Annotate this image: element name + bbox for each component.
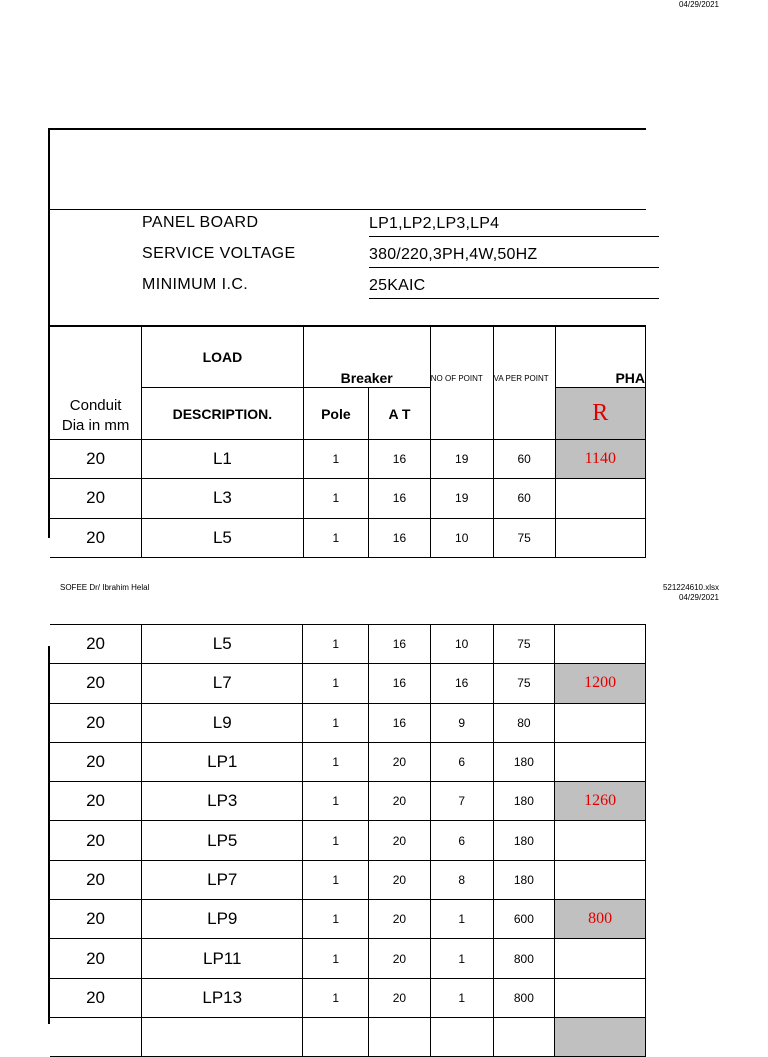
pole-cell: 1: [303, 703, 369, 742]
at-cell: 16: [369, 625, 431, 664]
no-of-point-cell: [430, 1017, 493, 1056]
at-cell: 16: [369, 703, 431, 742]
pole-cell: 1: [303, 939, 369, 978]
description-cell: LP1: [142, 742, 303, 781]
phase-header: PHA: [555, 327, 645, 388]
va-per-point-header: VA PER POINT: [493, 327, 555, 440]
at-cell: 20: [369, 742, 431, 781]
description-cell: L1: [142, 440, 303, 479]
conduit-header: [50, 327, 142, 440]
description-cell: LP3: [142, 782, 303, 821]
no-of-point-cell: 7: [430, 782, 493, 821]
phase-r-cell: [555, 978, 646, 1017]
table-row: [50, 664, 646, 703]
phase-r-cell: [555, 860, 646, 899]
phase-r-cell: 1260: [555, 782, 646, 821]
table-row: [50, 479, 646, 518]
no-of-point-cell: 16: [430, 664, 493, 703]
conduit-cell: 20: [50, 821, 142, 860]
no-of-point-cell: 6: [430, 821, 493, 860]
va-per-point-cell: 75: [493, 664, 555, 703]
table-row: [50, 518, 646, 557]
conduit-header-line1: Conduit: [69, 397, 122, 414]
table-row: [50, 742, 646, 781]
no-of-point-cell: 10: [430, 625, 493, 664]
pole-cell: 1: [303, 821, 369, 860]
conduit-cell: 20: [50, 978, 142, 1017]
phase-r-cell: [555, 1017, 646, 1056]
table-row: [50, 625, 646, 664]
at-cell: 20: [369, 782, 431, 821]
no-of-point-cell: 8: [430, 860, 493, 899]
at-cell: 16: [369, 664, 431, 703]
service-voltage-label: SERVICE VOLTAGE: [142, 245, 296, 262]
table-row: [50, 782, 646, 821]
table-row: [50, 703, 646, 742]
at-cell: 16: [369, 479, 431, 518]
description-cell: L7: [142, 664, 303, 703]
at-cell: [369, 1017, 431, 1056]
description-cell: L9: [142, 703, 303, 742]
no-of-point-cell: 1: [430, 978, 493, 1017]
va-per-point-cell: [493, 1017, 555, 1056]
conduit-header-line2: Dia in mm: [61, 417, 130, 434]
load-schedule-table-top: [50, 326, 646, 558]
at-header: A T: [369, 388, 431, 440]
load-schedule-table-bottom: [50, 624, 646, 1057]
conduit-cell: 20: [50, 939, 142, 978]
table-row: [50, 900, 646, 939]
va-per-point-cell: 180: [493, 742, 555, 781]
sheet-section-top: [48, 128, 646, 547]
va-per-point-cell: 180: [493, 860, 555, 899]
pole-cell: 1: [303, 664, 369, 703]
description-cell: L3: [142, 479, 303, 518]
table-row: [50, 1017, 646, 1056]
phase-r-cell: [555, 479, 645, 518]
description-cell: LP9: [142, 900, 303, 939]
conduit-cell: 20: [50, 742, 142, 781]
at-cell: 20: [369, 978, 431, 1017]
footer-file-info: [663, 583, 719, 603]
conduit-cell: 20: [50, 518, 142, 557]
pole-cell: 1: [303, 625, 369, 664]
pole-cell: 1: [303, 742, 369, 781]
phase-r-cell: 1140: [555, 440, 645, 479]
pole-cell: 1: [303, 978, 369, 1017]
description-cell: L5: [142, 625, 303, 664]
no-of-point-cell: 6: [430, 742, 493, 781]
no-of-point-cell: 19: [430, 440, 493, 479]
service-voltage-value: 380/220,3PH,4W,50HZ: [369, 241, 659, 268]
no-of-point-cell: 1: [430, 900, 493, 939]
no-of-point-header: NO OF POINT: [430, 327, 493, 440]
description-header: DESCRIPTION.: [142, 388, 303, 440]
conduit-cell: 20: [50, 664, 142, 703]
at-cell: 20: [369, 939, 431, 978]
description-cell: LP11: [142, 939, 303, 978]
table-row: [50, 860, 646, 899]
breaker-header: Breaker: [303, 327, 430, 388]
va-per-point-cell: 80: [493, 703, 555, 742]
phase-r-cell: [555, 742, 646, 781]
at-cell: 20: [369, 821, 431, 860]
va-per-point-cell: 800: [493, 939, 555, 978]
pole-header: Pole: [303, 388, 369, 440]
pole-cell: 1: [303, 479, 369, 518]
va-per-point-cell: 180: [493, 821, 555, 860]
phase-r-cell: [555, 625, 646, 664]
pole-cell: 1: [303, 782, 369, 821]
table-row: [50, 978, 646, 1017]
description-cell: LP7: [142, 860, 303, 899]
at-cell: 20: [369, 900, 431, 939]
description-cell: LP5: [142, 821, 303, 860]
footer-date: 04/29/2021: [678, 593, 719, 602]
pole-cell: 1: [303, 518, 369, 557]
description-cell: LP13: [142, 978, 303, 1017]
footer-author: SOFEE Dr/ Ibrahim Helal: [60, 583, 150, 592]
va-per-point-cell: 60: [493, 440, 555, 479]
phase-r-cell: 800: [555, 900, 646, 939]
minimum-ic-value: 25KAIC: [369, 272, 659, 299]
conduit-cell: [50, 1017, 142, 1056]
table-row: [50, 440, 646, 479]
page-header-date: 04/29/2021: [678, 0, 719, 9]
load-header: LOAD: [142, 327, 303, 388]
pole-cell: [303, 1017, 369, 1056]
table-row: [50, 821, 646, 860]
table-row: [50, 939, 646, 978]
description-cell: L5: [142, 518, 303, 557]
phase-r-cell: [555, 939, 646, 978]
pole-cell: 1: [303, 440, 369, 479]
no-of-point-cell: 19: [430, 479, 493, 518]
minimum-ic-label: MINIMUM I.C.: [142, 276, 249, 293]
phase-r-cell: [555, 821, 646, 860]
conduit-cell: 20: [50, 703, 142, 742]
no-of-point-cell: 1: [430, 939, 493, 978]
phase-r-cell: 1200: [555, 664, 646, 703]
panel-info-block: [50, 210, 646, 326]
conduit-cell: 20: [50, 860, 142, 899]
va-per-point-cell: 800: [493, 978, 555, 1017]
pole-cell: 1: [303, 860, 369, 899]
panel-board-value: LP1,LP2,LP3,LP4: [369, 210, 659, 237]
conduit-cell: 20: [50, 900, 142, 939]
phase-r-header: R: [555, 388, 645, 440]
va-per-point-cell: 75: [493, 625, 555, 664]
conduit-cell: 20: [50, 625, 142, 664]
conduit-cell: 20: [50, 479, 142, 518]
at-cell: 16: [369, 440, 431, 479]
footer-filename: 521224610.xlsx: [662, 583, 719, 592]
conduit-cell: 20: [50, 782, 142, 821]
no-of-point-cell: 10: [430, 518, 493, 557]
va-per-point-cell: 600: [493, 900, 555, 939]
va-per-point-cell: 180: [493, 782, 555, 821]
phase-r-cell: [555, 518, 645, 557]
sheet-section-bottom: [48, 634, 646, 1024]
at-cell: 16: [369, 518, 431, 557]
phase-r-cell: [555, 703, 646, 742]
va-per-point-cell: 75: [493, 518, 555, 557]
no-of-point-cell: 9: [430, 703, 493, 742]
title-block: [50, 130, 646, 210]
pole-cell: 1: [303, 900, 369, 939]
panel-board-label: PANEL BOARD: [142, 214, 259, 231]
conduit-cell: 20: [50, 440, 142, 479]
va-per-point-cell: 60: [493, 479, 555, 518]
description-cell: [142, 1017, 303, 1056]
at-cell: 20: [369, 860, 431, 899]
